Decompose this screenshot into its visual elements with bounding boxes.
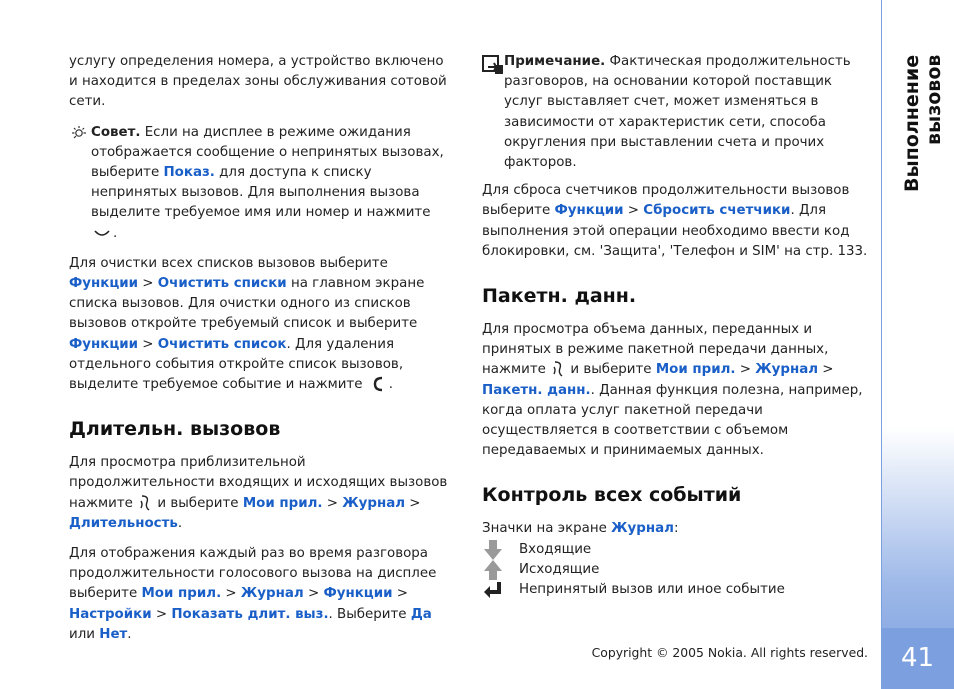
link-functions[interactable]: Функции bbox=[323, 586, 393, 602]
paragraph-caller-id: услугу определения номера, а устройство включено и находится в пределах зоны обслуживания сотовой сети. bbox=[69, 54, 447, 110]
paragraph-show-duration: Для отображения каждый раз во время разговора продолжительности голосового вызова на дисплее выберите Мои прил. > Журнал > Функции > Настройки > Показать длит. выз.. Выберите Да или Нет. bbox=[69, 546, 437, 642]
right-column bbox=[482, 52, 870, 600]
note-icon bbox=[482, 55, 504, 75]
copyright-notice: Copyright © 2005 Nokia. All rights reserved. bbox=[591, 645, 868, 660]
link-my-apps[interactable]: Мои прил. bbox=[655, 362, 736, 378]
paragraph-log-icons: Значки на экране Журнал: bbox=[482, 521, 679, 537]
left-column bbox=[69, 52, 454, 655]
link-my-apps[interactable]: Мои прил. bbox=[141, 586, 222, 602]
link-clear-list[interactable]: Очистить список bbox=[157, 336, 287, 352]
lightbulb-icon bbox=[69, 125, 89, 143]
link-settings[interactable]: Настройки bbox=[69, 606, 152, 622]
paragraph-duration: Для просмотра приблизительной продолжительности входящих и исходящих вызовов нажмите и выберите Мои прил. > Журнал > Длительность. bbox=[69, 455, 448, 531]
link-clear-lists[interactable]: Очистить списки bbox=[157, 276, 287, 292]
arrow-down-icon bbox=[482, 540, 504, 560]
link-show-call-duration[interactable]: Показать длит. выз. bbox=[171, 606, 329, 622]
heading-event-log: Контроль всех событий bbox=[482, 484, 742, 507]
menu-key-icon bbox=[137, 494, 153, 512]
clear-key-icon bbox=[367, 375, 389, 393]
link-no[interactable]: Нет bbox=[99, 626, 128, 642]
menu-key-icon bbox=[550, 360, 566, 378]
chapter-title: Выполнение вызовов bbox=[901, 55, 945, 193]
link-show[interactable]: Показ. bbox=[163, 165, 215, 181]
link-log[interactable]: Журнал bbox=[611, 521, 674, 537]
chapter-sidebar bbox=[881, 0, 954, 689]
tip-block: Совет. Если на дисплее в режиме ожидания отображается сообщение о непринятых вызовах, выберите Показ. для доступа к списку непринятых вызовов. Для выполнения вызова выделите требуемое имя или номер и нажмите . bbox=[69, 123, 454, 244]
tip-label: Совет. bbox=[91, 124, 141, 140]
link-functions[interactable]: Функции bbox=[554, 203, 624, 219]
link-my-apps[interactable]: Мои прил. bbox=[242, 495, 323, 511]
note-block: Примечание. Фактическая продолжительность разговоров, на основании которой поставщик услуг выставляет счет, может изменяться в зависимости от характеристик сети, способа округления при выставлении счета и прочих факторов. bbox=[482, 52, 870, 173]
paragraph-reset-timers: Для сброса счетчиков продолжительности вызовов выберите Функции > Сбросить счетчики. Для выполнения этой операции необходимо ввести код блокировки, см. 'Защита', 'Телефон и SIM' на стр. 133. bbox=[482, 183, 868, 259]
note-label: Примечание. bbox=[504, 54, 606, 69]
paragraph-clear-lists: Для очистки всех списков вызовов выберите Функции > Очистить списки на главном экране списка вызовов. Для очистки одного из списков вызовов откройте требуемый список и выберите Функции > Очистить список. Для удаления отдельного события откройте список вызовов, выделите требуемое событие и нажмите . bbox=[69, 255, 425, 393]
link-functions[interactable]: Функции bbox=[69, 336, 139, 352]
sidebar-divider bbox=[881, 0, 882, 689]
link-functions[interactable]: Функции bbox=[69, 276, 139, 292]
call-key-icon bbox=[91, 226, 113, 240]
arrow-up-icon bbox=[482, 560, 504, 580]
list-item-missed: Непринятый вызов или иное событие bbox=[482, 580, 870, 600]
heading-call-duration: Длительн. вызовов bbox=[69, 418, 281, 441]
link-log[interactable]: Журнал bbox=[240, 586, 304, 602]
list-item-incoming: Входящие bbox=[482, 540, 870, 560]
link-reset-timers[interactable]: Сбросить счетчики bbox=[643, 203, 791, 219]
missed-call-icon bbox=[482, 580, 504, 600]
list-item-outgoing: Исходящие bbox=[482, 560, 870, 580]
link-packet-data[interactable]: Пакетн. данн. bbox=[482, 382, 591, 398]
link-duration[interactable]: Длительность bbox=[69, 515, 178, 531]
heading-packet-data: Пакетн. данн. bbox=[482, 285, 637, 308]
paragraph-packet-data: Для просмотра объема данных, переданных и принятых в режиме пакетной передачи данных, нажмите и выберите Мои прил. > Журнал > Пакетн. данн.. Данная функция полезна, например, когда оплата услуг пакетной передачи осуществляется в соответствии с объемом передаваемых и принимаемых данных. bbox=[482, 322, 863, 459]
link-yes[interactable]: Да bbox=[410, 606, 432, 622]
link-log[interactable]: Журнал bbox=[755, 362, 819, 378]
page-number: 41 bbox=[881, 628, 954, 689]
link-log[interactable]: Журнал bbox=[342, 495, 406, 511]
